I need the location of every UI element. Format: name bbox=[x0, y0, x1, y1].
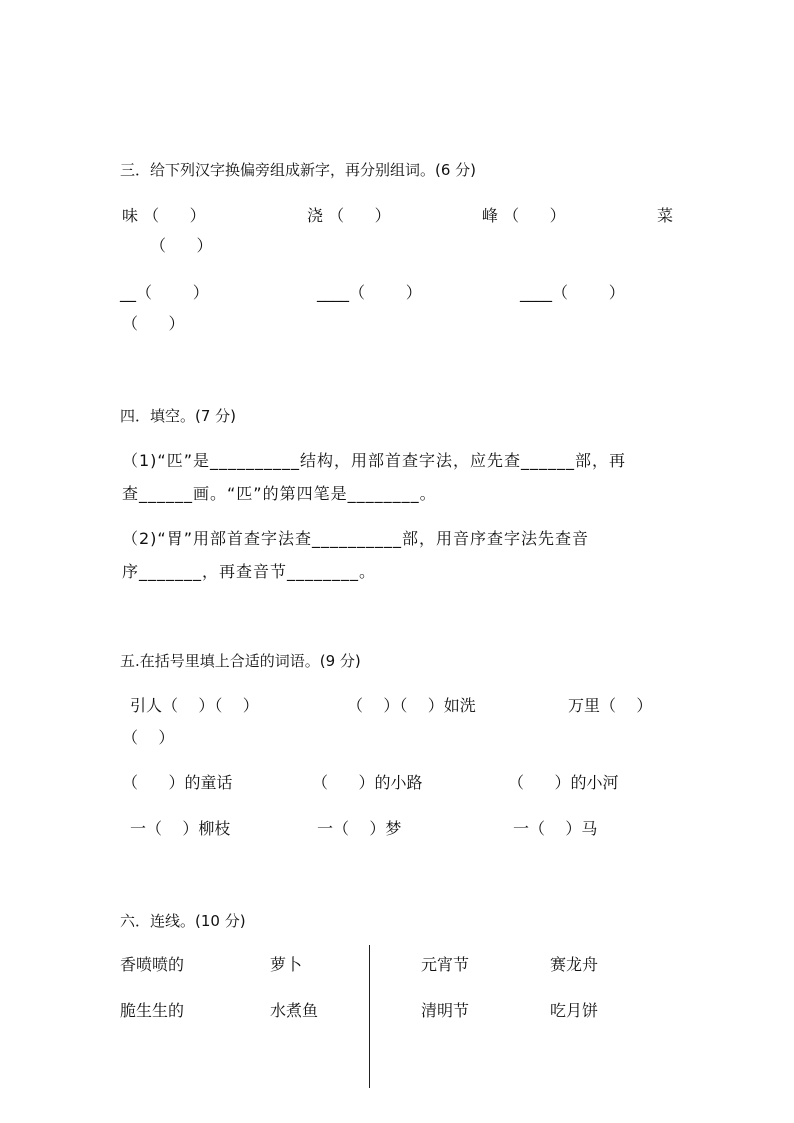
s5-row2-item-2: （ ）的小路 bbox=[312, 773, 423, 792]
s4-q1-line1: （1)“匹”是__________结构，用部首查字法，应先查______部，再 bbox=[122, 451, 627, 470]
s4-q2-line2: 序_______，再查音节________。 bbox=[122, 562, 377, 581]
s5-row3-item-2: 一（ ）梦 bbox=[317, 819, 402, 838]
s4-q1-line2: 查______画。“匹”的第四笔是________。 bbox=[122, 484, 437, 503]
section5-title: 五.在括号里填上合适的词语。(9 分) bbox=[120, 652, 361, 670]
s5-row1-item-3: 万里（ ） bbox=[568, 696, 653, 715]
s3-row2-item-4: （ ） bbox=[122, 314, 185, 333]
s6-right-col2-item-2: 吃月饼 bbox=[550, 1001, 599, 1020]
s5-row1-item-1: 引人（ ）（ ） bbox=[130, 696, 259, 715]
s6-right-col2-item-1: 赛龙舟 bbox=[550, 955, 599, 974]
s6-left-col2-item-2: 水煮鱼 bbox=[270, 1001, 319, 1020]
s3-row1-item-5: （ ） bbox=[150, 236, 213, 255]
s3-row2-item-1: __（ ） bbox=[120, 283, 209, 302]
s6-left-col2-item-1: 萝卜 bbox=[270, 955, 303, 974]
s5-row2-item-1: （ ）的童话 bbox=[122, 773, 233, 792]
s5-row3-item-3: 一（ ）马 bbox=[513, 819, 598, 838]
s6-left-col1-item-1: 香喷喷的 bbox=[120, 955, 185, 974]
s3-row2-item-2: ____（ ） bbox=[317, 283, 422, 302]
s6-left-col1-item-2: 脆生生的 bbox=[120, 1001, 185, 1020]
s3-row2-item-3: ____（ ） bbox=[520, 283, 625, 302]
s5-row1-item-2: （ ）（ ）如洗 bbox=[347, 696, 476, 715]
s5-row3-item-1: 一（ ）柳枝 bbox=[130, 819, 231, 838]
s3-row1-item-1: 味 （ ） bbox=[122, 206, 206, 225]
s3-row1-item-4: 菜 bbox=[657, 206, 674, 225]
s6-right-col1-item-1: 元宵节 bbox=[421, 955, 470, 974]
column-divider-line bbox=[369, 945, 370, 1088]
s3-row1-item-2: 浇 （ ） bbox=[307, 206, 391, 225]
s6-right-col1-item-2: 清明节 bbox=[421, 1001, 470, 1020]
s4-q2-line1: （2)“胃”用部首查字法查__________部，用音序查字法先查音 bbox=[122, 529, 590, 548]
section3-title: 三．给下列汉字换偏旁组成新字，再分别组词。(6 分) bbox=[120, 161, 477, 179]
s3-row1-item-3: 峰 （ ） bbox=[482, 206, 566, 225]
s5-row2-item-3: （ ）的小河 bbox=[508, 773, 619, 792]
s5-row1-item-4: （ ） bbox=[122, 728, 175, 747]
section4-title: 四．填空。(7 分) bbox=[120, 407, 237, 425]
section6-title: 六．连线。(10 分) bbox=[120, 912, 246, 930]
